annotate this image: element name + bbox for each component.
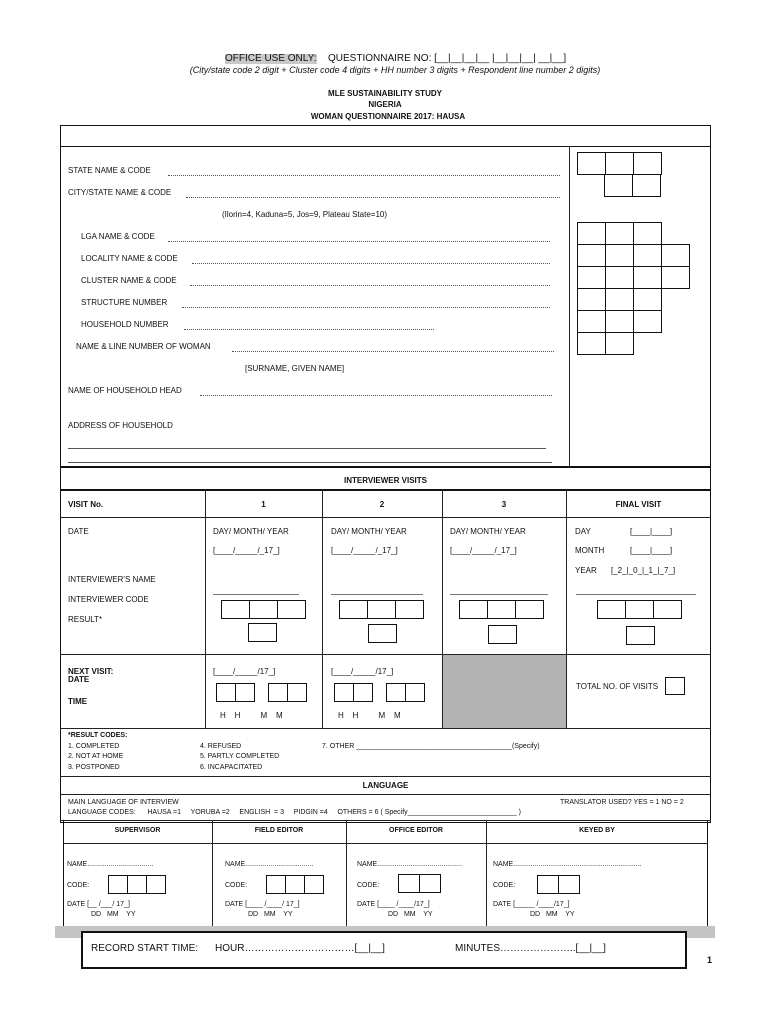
keyed-by-ddmmyy: DD MM YY [530,911,575,918]
cluster-code-boxes[interactable] [577,266,690,289]
result-code-7: 7. OTHER ________________________________________(Specify) [322,743,540,750]
form-title: WOMAN QUESTIONNAIRE 2017: HAUSA [310,112,466,121]
final-visit-header: FINAL VISIT [615,500,662,509]
result-label: RESULT* [68,615,103,624]
supervisor-date[interactable]: DATE [__ /___/ 17_] [67,901,130,908]
supervisor-header: SUPERVISOR [114,827,161,834]
code-note: (City/state code 2 digit + Cluster code 4 digits + HH number 3 digits + Respondent line number 2 digits) [189,65,601,75]
visit-1-header: 1 [261,500,266,509]
office-editor-header: OFFICE EDITOR [389,827,443,834]
visit-1-date[interactable]: [____/_____/_17_] [213,546,280,555]
woman-line-number-boxes[interactable] [577,332,634,355]
visit-1-dmy: DAY/ MONTH/ YEAR [213,527,289,536]
field-editor-date[interactable]: DATE [____ /____/ 17_] [225,901,300,908]
visit-1-hhmm: H H M M [220,711,283,720]
result-codes-title: *RESULT CODES: [68,732,128,739]
city-state-code-boxes[interactable] [604,174,661,197]
field-editor-header: FIELD EDITOR [254,827,304,834]
visit-2-minute-boxes[interactable] [386,683,425,702]
office-editor-code-label: CODE: [357,882,380,889]
final-month-label: MONTH [575,546,605,555]
keyed-by-code-boxes[interactable] [537,875,580,894]
total-visits-label: TOTAL NO. OF VISITS [576,682,659,691]
final-year-label: YEAR [575,566,597,575]
visits-title: INTERVIEWER VISITS [344,476,427,485]
date-label: DATE [68,527,89,536]
final-day-field[interactable]: [____|____] [630,527,673,536]
lga-code-boxes[interactable] [577,222,662,245]
visit-2-interviewer-code-boxes[interactable] [339,600,424,619]
lga-label: LGA NAME & CODE [81,232,155,241]
questionnaire-number: QUESTIONNAIRE NO: [__|__|__|__ |__|__|__| __|__] [328,53,567,64]
visit-3-result-box[interactable] [488,625,517,644]
study-title: MLE SUSTAINABILITY STUDY [328,89,442,98]
result-code-5: 5. PARTLY COMPLETED [200,753,280,760]
record-start-label: RECORD START TIME: [91,943,199,954]
state-label: STATE NAME & CODE [68,166,151,175]
final-year-field[interactable]: [_2_|_0_|_1_|_7_] [611,566,676,575]
office-use-label: OFFICE USE ONLY: [225,53,317,64]
woman-name-label: NAME & LINE NUMBER OF WOMAN [76,342,211,351]
structure-label: STRUCTURE NUMBER [81,298,168,307]
office-editor-ddmmyy: DD MM YY [388,911,433,918]
city-state-label: CITY/STATE NAME & CODE [68,188,172,197]
visit-no-header: VISIT No. [68,500,104,509]
supervisor-ddmmyy: DD MM YY [91,911,136,918]
visit-2-result-box[interactable] [368,624,397,643]
visit-1-hour-boxes[interactable] [216,683,255,702]
interviewer-code-label: INTERVIEWER CODE [68,595,149,604]
visit-2-header: 2 [379,500,385,509]
keyed-by-code-label: CODE: [493,882,516,889]
final-day-label: DAY [575,527,591,536]
page-number: 1 [707,955,713,965]
record-start-minutes[interactable]: MINUTES…………………..[__|__] [455,943,606,954]
household-number-boxes[interactable] [577,310,662,333]
address-label: ADDRESS OF HOUSEHOLD [68,421,173,430]
next-visit-date-label: DATE [68,675,90,684]
next-visit-label: NEXT VISIT: [68,667,114,676]
result-code-2: 2. NOT AT HOME [68,753,124,760]
main-language-label: MAIN LANGUAGE OF INTERVIEW [68,799,179,806]
visit-3-interviewer-code-boxes[interactable] [459,600,544,619]
supervisor-code-boxes[interactable] [108,875,166,894]
state-code-boxes[interactable] [577,152,662,175]
cluster-label: CLUSTER NAME & CODE [81,276,177,285]
visit-1-minute-boxes[interactable] [268,683,307,702]
office-editor-date[interactable]: DATE [____ /____/17_] [357,901,430,908]
visit-3-date[interactable]: [____/_____/_17_] [450,546,517,555]
surname-note: [SURNAME, GIVEN NAME] [245,364,345,373]
visit-2-hour-boxes[interactable] [334,683,373,702]
visit-2-dmy: DAY/ MONTH/ YEAR [331,527,407,536]
blank-header-row [60,125,711,147]
keyed-by-date[interactable]: DATE [_____ /____/17_] [493,901,570,908]
visit-3-shaded-cell [443,655,566,728]
result-code-6: 6. INCAPACITATED [200,764,263,771]
final-result-box[interactable] [626,626,655,645]
final-month-field[interactable]: [____|____] [630,546,673,555]
visit-1-interviewer-code-boxes[interactable] [221,600,306,619]
visit-2-next-date[interactable]: [____/_____/17_] [331,667,394,676]
household-head-label: NAME OF HOUSEHOLD HEAD [68,386,182,395]
country-title: NIGERIA [368,100,402,109]
locality-label: LOCALITY NAME & CODE [81,254,178,263]
result-code-4: 4. REFUSED [200,743,242,750]
visit-3-header: 3 [501,500,507,509]
language-title: LANGUAGE [362,781,409,790]
field-editor-name[interactable]: NAME................................... [225,861,314,868]
visit-2-date[interactable]: [____/_____/_17_] [331,546,398,555]
result-code-3: 3. POSTPONED [68,764,120,771]
keyed-by-name[interactable]: NAME.................................................................. [493,861,642,868]
field-editor-code-boxes[interactable] [266,875,324,894]
visit-2-hhmm: H H M M [338,711,401,720]
household-number-label: HOUSEHOLD NUMBER [81,320,169,329]
final-interviewer-code-boxes[interactable] [597,600,682,619]
translator-used: TRANSLATOR USED? YES = 1 NO = 2 [560,799,684,806]
record-start-hour[interactable]: HOUR……………………………[__|__] [215,943,385,954]
city-codes-note: (Ilorin=4, Kaduna=5, Jos=9, Plateau State=10) [222,210,388,219]
office-editor-code-boxes[interactable] [398,874,441,893]
total-visits-box[interactable] [665,677,685,695]
field-editor-ddmmyy: DD MM YY [248,911,293,918]
supervisor-name[interactable]: NAME.................................. [67,861,154,868]
next-visit-time-label: TIME [68,697,88,706]
staff-frame [63,820,708,926]
language-codes: LANGUAGE CODES: HAUSA =1 YORUBA =2 ENGLISH = 3 PIDGIN =4 OTHERS = 6 ( Specify____________________________ ) [68,809,521,816]
visit-1-result-box[interactable] [248,623,277,642]
locality-code-boxes[interactable] [577,244,690,267]
supervisor-code-label: CODE: [67,882,90,889]
structure-number-boxes[interactable] [577,288,662,311]
office-editor-name[interactable]: NAME............................................ [357,861,463,868]
interviewer-name-label: INTERVIEWER'S NAME [68,575,156,584]
keyed-by-header: KEYED BY [579,827,615,834]
field-editor-code-label: CODE: [225,882,248,889]
visit-1-next-date[interactable]: [____/_____/17_] [213,667,276,676]
result-code-1: 1. COMPLETED [68,743,120,750]
visit-3-dmy: DAY/ MONTH/ YEAR [450,527,526,536]
